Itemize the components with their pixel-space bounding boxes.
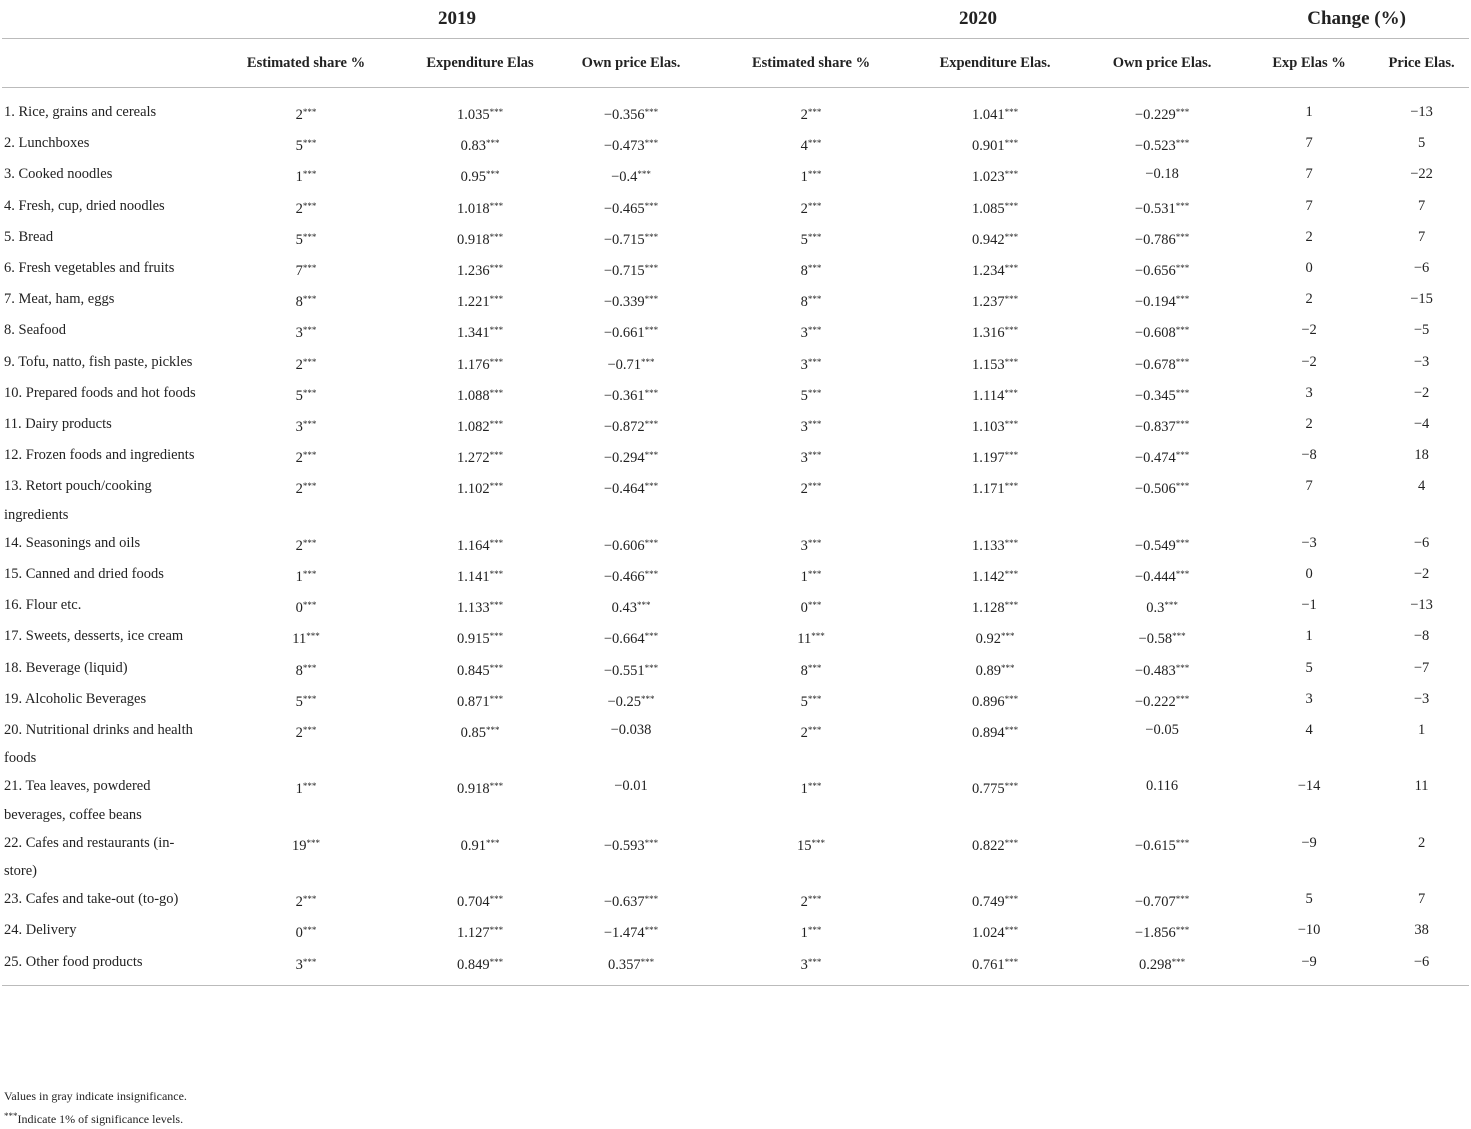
cell-change-price: 2 <box>1417 834 1426 851</box>
cell-change-exp: 7 <box>1305 135 1313 152</box>
cell-price-elas-2020: −0.229*** <box>1134 107 1190 123</box>
cell-share-2020: 8*** <box>800 263 822 280</box>
cell-change-price: −13 <box>1410 104 1433 120</box>
cell-change-exp: 7 <box>1305 478 1313 495</box>
cell-price-elas-2020: −1.856*** <box>1134 925 1190 942</box>
cell-exp-elas-2020: 0.761*** <box>910 948 1080 986</box>
cell-share-2020: 1*** <box>800 781 822 798</box>
cell-exp-elas-2019: 1.221*** <box>456 294 504 311</box>
cell-exp-elas-2020: 1.142*** <box>971 569 1019 586</box>
cell-price-elas-2020: −0.531*** <box>1134 200 1190 217</box>
cell-price-elas-2020: −0.483*** <box>1134 662 1190 679</box>
cell-change-exp: 7 <box>1305 197 1313 214</box>
cell-share-2019: 2*** <box>295 450 317 467</box>
table-row <box>2 285 1469 316</box>
cell-exp-elas-2020: 1.103*** <box>971 419 1019 436</box>
cell-change-exp: −9 <box>1244 948 1374 986</box>
row-label: 4. Fresh, cup, dried noodles <box>4 197 165 214</box>
cell-exp-elas-2020: 1.114*** <box>972 387 1018 404</box>
cell-share-2020: 3*** <box>800 419 822 436</box>
table-row <box>2 829 1469 885</box>
cell-change-price: 1 <box>1417 722 1426 739</box>
cell-exp-elas-2019: 0.83*** <box>460 138 500 155</box>
cell-share-2020: 2*** <box>800 894 822 911</box>
table-row <box>2 772 1469 828</box>
cell-exp-elas-2019: 0.95*** <box>460 169 500 186</box>
cell-change-exp: 5 <box>1305 891 1313 908</box>
cell-share-2020: 2*** <box>800 200 822 217</box>
cell-share-2020: 3*** <box>800 537 822 554</box>
cell-change-exp: 1 <box>1305 628 1313 645</box>
cell-exp-elas-2019: 1.088*** <box>456 387 504 404</box>
cell-exp-elas-2020: 1.133*** <box>971 537 1019 554</box>
cell-change-price: −2 <box>1413 566 1430 583</box>
cell-price-elas-2020: −0.345*** <box>1134 387 1190 404</box>
cell-price-elas-2019: −0.339*** <box>603 294 659 311</box>
cell-share-2019: 5*** <box>295 693 317 710</box>
table-row <box>2 129 1469 160</box>
cell-price-elas-2019: −0.71*** <box>607 356 655 373</box>
cell-price-elas-2020: −0.786*** <box>1134 231 1190 248</box>
cell-change-price: −22 <box>1410 166 1433 183</box>
cell-change-exp: −9 <box>1301 834 1317 851</box>
cell-price-elas-2019: −0.038 <box>610 722 652 739</box>
table-row <box>2 223 1469 254</box>
cell-price-elas-2019: −0.464*** <box>603 481 659 498</box>
cell-change-price: −6 <box>1413 534 1430 551</box>
cell-exp-elas-2019: 1.164*** <box>456 537 504 554</box>
row-label: 17. Sweets, desserts, ice cream <box>4 628 184 645</box>
cell-price-elas-2019: −0.664*** <box>603 631 659 648</box>
row-label: 22. Cafes and restaurants (in-store) <box>4 834 175 880</box>
col-header-exp-elas-2020: Expenditure Elas. <box>910 39 1080 88</box>
group-header-2020: 2020 <box>712 0 1244 39</box>
cell-change-price: 5 <box>1417 135 1426 152</box>
row-label: 18. Beverage (liquid) <box>4 659 128 676</box>
row-label: 10. Prepared foods and hot foods <box>4 384 196 401</box>
group-header-change: Change (%) <box>1244 0 1469 39</box>
cell-change-price: −4 <box>1413 416 1430 433</box>
cell-change-price: 7 <box>1417 891 1426 908</box>
cell-share-2020: 3*** <box>712 948 910 986</box>
cell-change-exp: 1 <box>1305 104 1313 120</box>
cell-price-elas-2020: −0.837*** <box>1134 419 1190 436</box>
column-header-row <box>2 39 1469 88</box>
cell-exp-elas-2019: 0.91*** <box>460 837 500 854</box>
cell-exp-elas-2020: 1.197*** <box>971 450 1019 467</box>
cell-change-price: 11 <box>1414 778 1429 795</box>
footnote-sig-mark: *** <box>4 1111 18 1121</box>
cell-share-2019: 3*** <box>202 948 410 986</box>
cell-change-exp: 0 <box>1305 566 1313 583</box>
cell-exp-elas-2020: 0.822*** <box>971 837 1019 854</box>
table-row <box>2 529 1469 560</box>
cell-exp-elas-2019: 1.082*** <box>456 419 504 436</box>
cell-change-price: −6 <box>1374 948 1469 986</box>
table-row <box>2 916 1469 947</box>
row-label: 19. Alcoholic Beverages <box>4 690 147 707</box>
row-label: 20. Nutritional drinks and health foods <box>4 722 193 767</box>
cell-exp-elas-2019: 0.918*** <box>456 781 504 798</box>
cell-price-elas-2020: −0.615*** <box>1134 837 1190 854</box>
cell-change-price: 38 <box>1414 922 1429 939</box>
cell-exp-elas-2019: 1.141*** <box>456 569 504 586</box>
elasticity-table <box>2 0 1469 986</box>
cell-price-elas-2019: −0.25*** <box>607 693 655 710</box>
cell-change-price: −6 <box>1413 260 1430 277</box>
table-row <box>2 885 1469 916</box>
row-label: 24. Delivery <box>4 922 77 939</box>
cell-exp-elas-2020: 0.92*** <box>975 631 1015 648</box>
cell-change-exp: −1 <box>1301 597 1317 614</box>
cell-change-exp: 3 <box>1305 384 1313 401</box>
cell-exp-elas-2020: 0.89*** <box>975 662 1015 679</box>
cell-price-elas-2020: −0.444*** <box>1134 569 1190 586</box>
cell-share-2020: 2*** <box>800 107 822 123</box>
cell-exp-elas-2019: 1.236*** <box>456 263 504 280</box>
cell-price-elas-2019: −0.872*** <box>603 419 659 436</box>
cell-price-elas-2020: 0.116 <box>1146 778 1179 795</box>
cell-price-elas-2020: −0.474*** <box>1134 450 1190 467</box>
cell-price-elas-2020: −0.05 <box>1145 722 1179 739</box>
cell-share-2019: 5*** <box>295 138 317 155</box>
cell-share-2019: 8*** <box>295 662 317 679</box>
cell-exp-elas-2019: 1.272*** <box>456 450 504 467</box>
cell-exp-elas-2019: 1.341*** <box>456 325 504 342</box>
cell-change-price: −3 <box>1413 353 1430 370</box>
cell-exp-elas-2020: 1.085*** <box>971 200 1019 217</box>
cell-exp-elas-2020: 0.942*** <box>971 231 1019 248</box>
row-label: 6. Fresh vegetables and fruits <box>4 260 175 277</box>
cell-share-2019: 3*** <box>295 325 317 342</box>
table-row <box>2 685 1469 716</box>
cell-share-2020: 11*** <box>797 631 825 648</box>
col-header-price-elas-2019: Own price Elas. <box>550 39 712 88</box>
cell-share-2020: 8*** <box>800 294 822 311</box>
table-row <box>2 472 1469 528</box>
cell-price-elas-2020: 0.3*** <box>1146 600 1178 617</box>
table-row <box>2 716 1469 772</box>
group-header-blank <box>2 0 202 39</box>
footnote-gray: Values in gray indicate insignificance. <box>4 1089 187 1103</box>
cell-price-elas-2019: −0.465*** <box>603 200 659 217</box>
cell-exp-elas-2019: 0.845*** <box>456 662 504 679</box>
cell-price-elas-2019: −0.593*** <box>603 837 659 854</box>
cell-price-elas-2019: −0.294*** <box>603 450 659 467</box>
table-body <box>2 88 1469 986</box>
cell-price-elas-2020: −0.222*** <box>1134 693 1190 710</box>
cell-exp-elas-2020: 1.153*** <box>971 356 1019 373</box>
group-header-2019: 2019 <box>202 0 712 39</box>
cell-change-price: −2 <box>1413 384 1430 401</box>
cell-share-2020: 3*** <box>800 356 822 373</box>
cell-change-exp: 4 <box>1305 722 1313 739</box>
cell-share-2019: 1*** <box>295 569 317 586</box>
cell-share-2020: 1*** <box>800 925 822 942</box>
cell-price-elas-2019: −0.715*** <box>603 263 659 280</box>
cell-exp-elas-2020: 1.234*** <box>971 263 1019 280</box>
row-label: 2. Lunchboxes <box>4 135 90 152</box>
cell-exp-elas-2020: 1.023*** <box>971 169 1019 186</box>
row-label: 7. Meat, ham, eggs <box>4 291 115 308</box>
cell-change-exp: −8 <box>1301 447 1317 464</box>
footnotes <box>4 1086 187 1129</box>
cell-share-2019: 8*** <box>295 294 317 311</box>
cell-share-2020: 1*** <box>800 569 822 586</box>
row-label: 15. Canned and dried foods <box>4 566 164 583</box>
cell-share-2020: 15*** <box>797 837 826 854</box>
cell-change-exp: 7 <box>1305 166 1313 183</box>
col-header-price-elas-2020: Own price Elas. <box>1080 39 1244 88</box>
cell-change-exp: 5 <box>1305 659 1313 676</box>
row-label: 5. Bread <box>4 228 54 245</box>
row-label: 12. Frozen foods and ingredients <box>4 447 195 464</box>
cell-share-2020: 5*** <box>800 693 822 710</box>
row-label: 8. Seafood <box>4 322 67 339</box>
cell-exp-elas-2020: 0.894*** <box>971 725 1019 742</box>
cell-exp-elas-2020: 1.316*** <box>971 325 1019 342</box>
cell-exp-elas-2019: 0.85*** <box>460 725 500 742</box>
cell-share-2019: 2*** <box>295 481 317 498</box>
table-row <box>2 591 1469 622</box>
cell-exp-elas-2019: 1.018*** <box>456 200 504 217</box>
footnote-significance <box>4 1106 187 1129</box>
table-row <box>2 560 1469 591</box>
cell-share-2020: 0*** <box>800 600 822 617</box>
cell-share-2019: 2*** <box>295 537 317 554</box>
cell-change-exp: −14 <box>1297 778 1321 795</box>
cell-price-elas-2019: −0.715*** <box>603 231 659 248</box>
cell-price-elas-2020: −0.656*** <box>1134 263 1190 280</box>
cell-price-elas-2019: −0.637*** <box>603 894 659 911</box>
col-header-exp-elas-2019: Expenditure Elas <box>410 39 550 88</box>
cell-change-price: −7 <box>1413 659 1430 676</box>
table-row <box>2 379 1469 410</box>
row-label: 25. Other food products <box>2 948 202 986</box>
cell-change-price: −15 <box>1410 291 1433 308</box>
cell-exp-elas-2019: 0.849*** <box>410 948 550 986</box>
cell-change-price: 7 <box>1417 228 1426 245</box>
cell-change-price: 18 <box>1414 447 1429 464</box>
cell-price-elas-2019: 0.43*** <box>611 600 651 617</box>
cell-change-price: 4 <box>1417 478 1426 495</box>
cell-exp-elas-2020: 1.041*** <box>971 107 1019 123</box>
cell-price-elas-2020: −0.194*** <box>1134 294 1190 311</box>
cell-share-2019: 11*** <box>292 631 320 648</box>
cell-price-elas-2020: 0.298*** <box>1080 948 1244 986</box>
cell-exp-elas-2019: 1.127*** <box>456 925 504 942</box>
cell-exp-elas-2019: 0.915*** <box>456 631 504 648</box>
cell-exp-elas-2020: 0.749*** <box>971 894 1019 911</box>
cell-price-elas-2019: −1.474*** <box>603 925 659 942</box>
col-header-change-price: Price Elas. <box>1374 39 1469 88</box>
cell-change-exp: 2 <box>1305 416 1313 433</box>
cell-change-price: −3 <box>1413 690 1430 707</box>
row-label: 14. Seasonings and oils <box>4 534 141 551</box>
cell-share-2019: 7*** <box>295 263 317 280</box>
cell-share-2019: 3*** <box>295 419 317 436</box>
cell-share-2019: 1*** <box>295 169 317 186</box>
cell-price-elas-2020: −0.549*** <box>1134 537 1190 554</box>
cell-change-exp: 2 <box>1305 228 1313 245</box>
table-row <box>2 254 1469 285</box>
row-label: 11. Dairy products <box>4 416 112 433</box>
cell-share-2019: 19*** <box>292 837 320 854</box>
cell-price-elas-2019: −0.01 <box>614 778 648 795</box>
table-row <box>2 654 1469 685</box>
table-row <box>2 441 1469 472</box>
cell-share-2019: 1*** <box>295 781 317 798</box>
col-header-share-2020: Estimated share % <box>712 39 910 88</box>
cell-price-elas-2020: −0.506*** <box>1134 481 1190 498</box>
row-label: 9. Tofu, natto, fish paste, pickles <box>4 353 193 370</box>
cell-change-exp: −10 <box>1297 922 1321 939</box>
cell-exp-elas-2020: 0.896*** <box>971 693 1019 710</box>
cell-share-2020: 5*** <box>800 231 822 248</box>
cell-exp-elas-2020: 1.237*** <box>971 294 1019 311</box>
cell-share-2019: 5*** <box>295 231 317 248</box>
cell-share-2020: 2*** <box>800 725 822 742</box>
group-header-row <box>2 0 1469 39</box>
cell-price-elas-2019: −0.356*** <box>603 107 659 123</box>
cell-share-2019: 2*** <box>295 107 317 123</box>
cell-change-exp: 0 <box>1305 260 1313 277</box>
cell-change-price: −13 <box>1410 597 1433 614</box>
cell-exp-elas-2020: 1.171*** <box>971 481 1019 498</box>
col-header-label <box>2 39 202 88</box>
cell-price-elas-2019: −0.661*** <box>603 325 659 342</box>
cell-exp-elas-2019: 1.133*** <box>456 600 504 617</box>
cell-change-exp: 3 <box>1305 690 1313 707</box>
cell-share-2019: 2*** <box>295 725 317 742</box>
table-row <box>2 192 1469 223</box>
table-row <box>2 160 1469 191</box>
cell-price-elas-2020: −0.18 <box>1145 166 1179 183</box>
cell-price-elas-2019: −0.466*** <box>603 569 659 586</box>
cell-price-elas-2019: −0.606*** <box>603 537 659 554</box>
row-label: 21. Tea leaves, powdered beverages, coffee beans <box>4 778 151 823</box>
cell-exp-elas-2019: 0.918*** <box>456 231 504 248</box>
table-row <box>2 410 1469 441</box>
cell-share-2019: 0*** <box>295 925 317 942</box>
cell-change-exp: 2 <box>1305 291 1313 308</box>
col-header-change-exp: Exp Elas % <box>1244 39 1374 88</box>
cell-change-exp: −3 <box>1301 534 1317 551</box>
table-row <box>2 348 1469 379</box>
cell-price-elas-2020: −0.523*** <box>1134 138 1190 155</box>
cell-price-elas-2019: −0.4*** <box>611 169 651 186</box>
cell-price-elas-2020: −0.608*** <box>1134 325 1190 342</box>
table-row <box>2 88 1469 130</box>
cell-price-elas-2020: −0.678*** <box>1134 356 1190 373</box>
cell-share-2019: 2*** <box>295 356 317 373</box>
cell-change-price: 7 <box>1417 197 1426 214</box>
cell-share-2019: 2*** <box>295 200 317 217</box>
cell-price-elas-2020: −0.707*** <box>1134 894 1190 911</box>
cell-price-elas-2019: 0.357*** <box>550 948 712 986</box>
cell-change-exp: −2 <box>1301 322 1317 339</box>
cell-share-2019: 5*** <box>295 387 317 404</box>
row-label: 23. Cafes and take-out (to-go) <box>4 891 179 908</box>
cell-exp-elas-2019: 0.871*** <box>456 693 504 710</box>
footnote-sig-text: Indicate 1% of significance levels. <box>17 1112 184 1126</box>
cell-exp-elas-2019: 1.102*** <box>456 481 504 498</box>
row-label: 13. Retort pouch/cooking ingredients <box>4 478 152 523</box>
table-row <box>2 948 1469 986</box>
cell-change-price: −5 <box>1413 322 1430 339</box>
cell-share-2020: 5*** <box>800 387 822 404</box>
cell-change-price: −8 <box>1413 628 1430 645</box>
table-row <box>2 316 1469 347</box>
table-row <box>2 622 1469 653</box>
cell-price-elas-2019: −0.473*** <box>603 138 659 155</box>
cell-share-2020: 2*** <box>800 481 822 498</box>
cell-price-elas-2020: −0.58*** <box>1138 631 1186 648</box>
cell-exp-elas-2020: 0.775*** <box>971 781 1019 798</box>
cell-exp-elas-2019: 1.035*** <box>456 107 504 123</box>
cell-exp-elas-2020: 1.024*** <box>971 925 1019 942</box>
cell-share-2019: 0*** <box>295 600 317 617</box>
row-label: 3. Cooked noodles <box>4 166 113 183</box>
row-label: 16. Flour etc. <box>4 597 82 614</box>
row-label: 1. Rice, grains and cereals <box>4 104 157 120</box>
cell-change-exp: −2 <box>1301 353 1317 370</box>
cell-price-elas-2019: −0.551*** <box>603 662 659 679</box>
cell-exp-elas-2020: 1.128*** <box>971 600 1019 617</box>
cell-share-2020: 1*** <box>800 169 822 186</box>
cell-price-elas-2019: −0.361*** <box>603 387 659 404</box>
col-header-share-2019: Estimated share % <box>202 39 410 88</box>
cell-share-2020: 3*** <box>800 450 822 467</box>
cell-share-2019: 2*** <box>295 894 317 911</box>
cell-share-2020: 3*** <box>800 325 822 342</box>
cell-share-2020: 8*** <box>800 662 822 679</box>
cell-exp-elas-2020: 0.901*** <box>971 138 1019 155</box>
cell-share-2020: 4*** <box>800 138 822 155</box>
cell-exp-elas-2019: 0.704*** <box>456 894 504 911</box>
cell-exp-elas-2019: 1.176*** <box>456 356 504 373</box>
